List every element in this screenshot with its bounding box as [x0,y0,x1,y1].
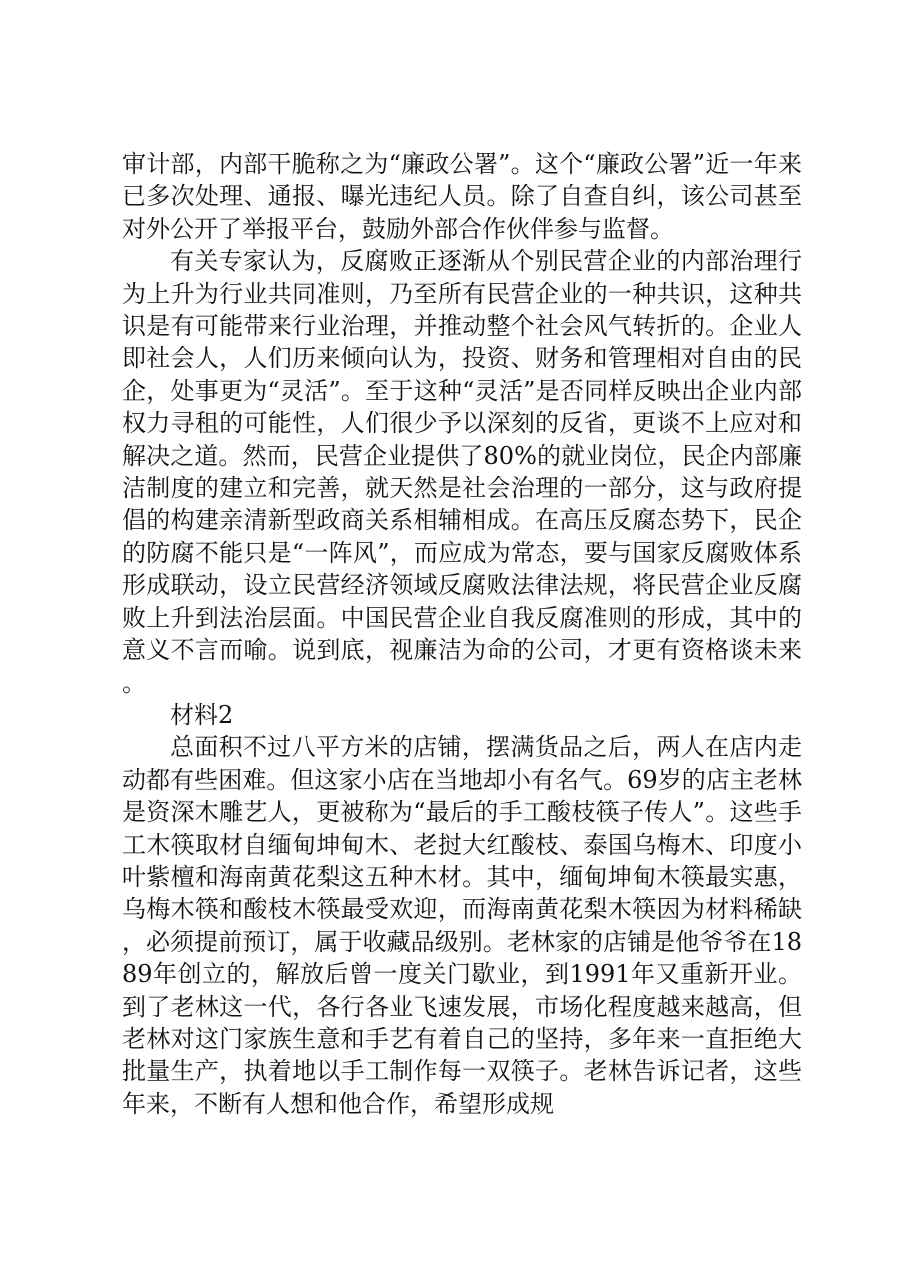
material-heading: 材料2 [170,700,234,729]
paragraph-material-2: 总面积不过八平方米的店铺，摆满货品之后，两人在店内走动都有些困难。但这家小店在当地却小有名气。69岁的店主老林是资深木雕艺人，更被称为“最后的手工酸枝筷子传人”。这些手工木筷取材自缅甸坤甸木、老挝大红酸枝、泰国乌梅木、印度小叶紫檀和海南黄花梨这五种木材。其中，缅甸坤甸木筷最实惠，乌梅木筷和酸枝木筷最受欢迎，而海南黄花梨木筷因为材料稀缺，必须提前预订，属于收藏品级别。老林家的店铺是他爷爷在1889年创立的，解放后曾一度关门歇业，到1991年又重新开业。到了老林这一代，各行各业飞速发展，市场化程度越来越高，但老林对这门家族生意和手艺有着自己的坚持，多年来一直拒绝大批量生产，执着地以手工制作每一双筷子。老林告诉记者，这些年来，不断有人想和他合作，希望形成规 [122,733,802,1118]
document-body [122,148,802,1120]
paragraph-expert-view: 有关专家认为，反腐败正逐渐从个别民营企业的内部治理行为上升为行业共同准则，乃至所有民营企业的一种共识，这种共识是有可能带来行业治理，并推动整个社会风气转折的。企业人即社会人，人们历来倾向认为，投资、财务和管理相对自由的民企，处事更为“灵活”。至于这种“灵活”是否同样反映出企业内部权力寻租的可能性，人们很少予以深刻的反省，更谈不上应对和解决之道。然而，民营企业提供了80%的就业岗位，民企内部廉洁制度的建立和完善，就天然是社会治理的一部分，这与政府提倡的构建亲清新型政商关系相辅相成。在高压反腐态势下，民企的防腐不能只是“一阵风”，而应成为常态，要与国家反腐败体系形成联动，设立民营经济领域反腐败法律法规，将民营企业反腐败上升到法治层面。中国民营企业自我反腐准则的形成，其中的意义不言而喻。说到底，视廉洁为命的公司，才更有资格谈未来。 [122,247,802,697]
paragraph-continuation: 审计部，内部干脆称之为“廉政公署”。这个“廉政公署”近一年来已多次处理、通报、曝光违纪人员。除了自查自纠，该公司甚至对外公开了举报平台，鼓励外部合作伙伴参与监督。 [122,150,802,243]
